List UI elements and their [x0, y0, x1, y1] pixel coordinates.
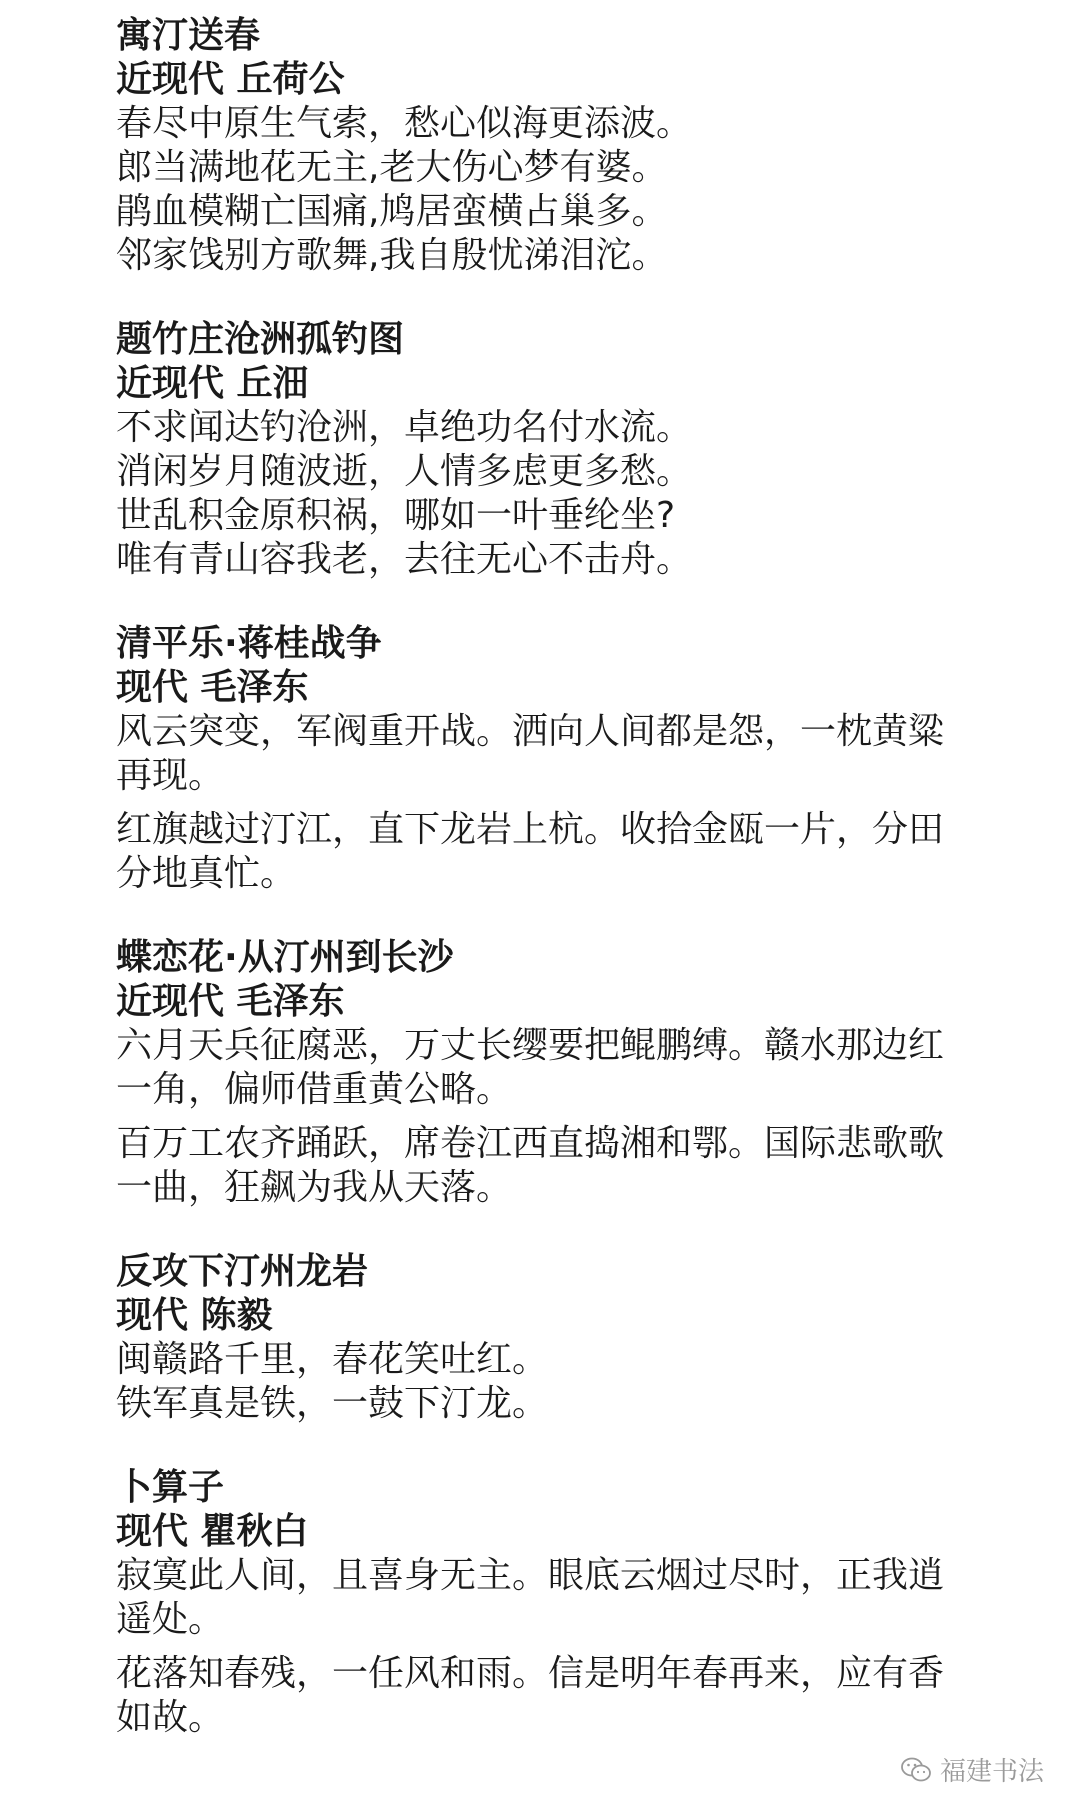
- poem-1: [116, 14, 996, 278]
- poem-author: 近现代 丘荷公: [116, 59, 345, 100]
- poem-line: 唯有青山容我老，去往无心不击舟。: [116, 539, 693, 580]
- poem-line: 鹃血模糊亡国痛,鸠居蛮横占巢多。: [116, 191, 668, 232]
- poem-author: 近现代 毛泽东: [116, 981, 345, 1022]
- poem-list: [116, 14, 996, 1780]
- poem-3: [116, 622, 996, 896]
- watermark-text: 福建书法: [939, 1757, 1044, 1787]
- poem-4: [116, 936, 996, 1210]
- poem-author: 现代 瞿秋白: [116, 1511, 309, 1552]
- poem-5: [116, 1250, 996, 1426]
- poem-author: 现代 陈毅: [116, 1295, 273, 1336]
- poem-line: 世乱积金原积祸，哪如一叶垂纶坐?: [116, 495, 676, 536]
- poem-line: 郎当满地花无主,老大伤心梦有婆。: [116, 147, 668, 188]
- poem-author: 近现代 丘沺: [116, 363, 309, 404]
- poem-title: 反攻下汀州龙岩: [116, 1251, 369, 1292]
- poem-stanza: 六月天兵征腐恶，万丈长缨要把鲲鹏缚。赣水那边红一角，偏师借重黄公略。: [116, 1025, 945, 1110]
- wechat-icon: [900, 1756, 932, 1784]
- poem-line: 闽赣路千里，春花笑吐红。: [116, 1339, 549, 1380]
- watermark: [900, 1751, 1044, 1788]
- poem-stanza: 红旗越过汀江，直下龙岩上杭。收拾金瓯一片，分田分地真忙。: [116, 809, 945, 894]
- poem-line: 不求闻达钓沧洲，卓绝功名付水流。: [116, 407, 693, 448]
- poem-stanza: 百万工农齐踊跃，席卷江西直捣湘和鄂。国际悲歌歌一曲，狂飙为我从天落。: [116, 1123, 945, 1208]
- poem-stanza: 寂寞此人间，且喜身无主。眼底云烟过尽时，正我逍遥处。: [116, 1555, 945, 1640]
- poem-title: 寓汀送春: [116, 15, 261, 56]
- poem-title: 蝶恋花·从汀州到长沙: [116, 937, 454, 978]
- poem-stanza: 花落知春残，一任风和雨。信是明年春再来，应有香如故。: [116, 1653, 945, 1738]
- poem-title: 卜算子: [116, 1467, 225, 1508]
- poem-title: 清平乐·蒋桂战争: [116, 623, 382, 664]
- poem-2: [116, 318, 996, 582]
- poem-stanza: 风云突变，军阀重开战。洒向人间都是怨，一枕黄粱再现。: [116, 711, 945, 796]
- poem-line: 消闲岁月随波逝，人情多虑更多愁。: [116, 451, 693, 492]
- poem-6: [116, 1466, 996, 1740]
- poem-line: 邻家饯别方歌舞,我自殷忧涕泪沱。: [116, 235, 668, 276]
- poem-line: 铁军真是铁，一鼓下汀龙。: [116, 1383, 549, 1424]
- poem-title: 题竹庄沧洲孤钓图: [116, 319, 405, 360]
- poem-author: 现代 毛泽东: [116, 667, 309, 708]
- poem-line: 春尽中原生气索，愁心似海更添波。: [116, 103, 693, 144]
